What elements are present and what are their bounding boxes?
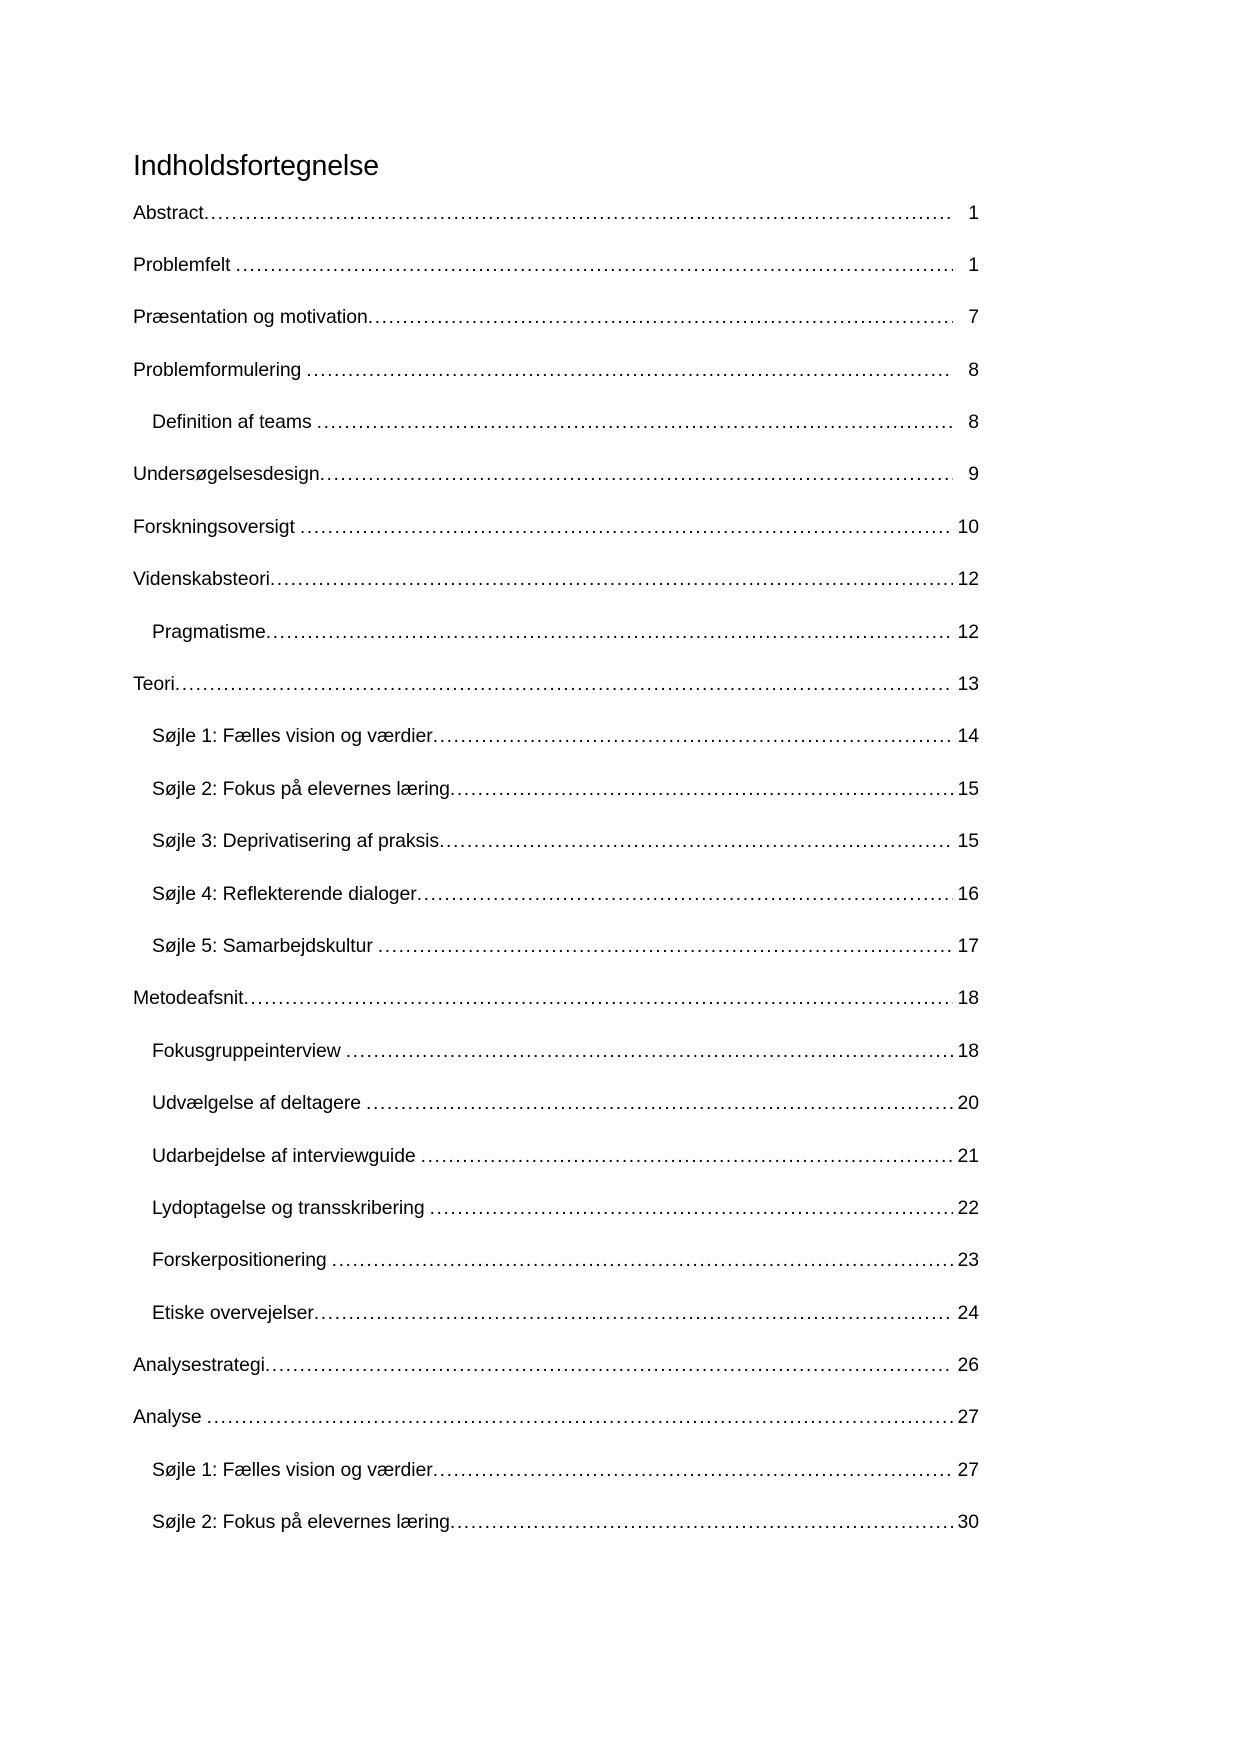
toc-entry[interactable] <box>133 253 979 308</box>
toc-entry-label: Metodeafsnit <box>133 987 244 1010</box>
toc-dot-leader <box>300 518 953 537</box>
toc-entry-label: Udarbejdelse af interviewguide <box>152 1144 416 1167</box>
toc-entry[interactable] <box>133 1094 979 1146</box>
toc-entry-label: Etiske overvejelser <box>152 1301 314 1324</box>
toc-entry-page-number: 26 <box>957 1354 979 1377</box>
toc-dot-leader <box>306 361 953 380</box>
toc-entry-label: Forskerpositionering <box>152 1249 327 1272</box>
toc-entry[interactable] <box>133 358 979 413</box>
toc-entry-label: Forskningsoversigt <box>133 515 295 538</box>
toc-dot-leader <box>366 1094 953 1113</box>
toc-dot-leader <box>243 989 953 1008</box>
toc-dot-leader <box>368 308 953 327</box>
toc-entry-page-number: 15 <box>957 777 979 800</box>
toc-entry-page-number: 27 <box>957 1406 979 1429</box>
toc-entry-list <box>133 201 979 1566</box>
toc-entry[interactable] <box>133 1301 979 1356</box>
toc-entry-label: Præsentation og motivation <box>133 306 368 329</box>
toc-entry[interactable] <box>133 1144 979 1199</box>
page-title: Indholdsfortegnelse <box>133 150 379 182</box>
toc-entry-label: Søjle 2: Fokus på elevernes læring <box>152 777 450 800</box>
toc-entry-page-number: 12 <box>957 568 979 591</box>
toc-entry-page-number: 18 <box>957 1039 979 1062</box>
toc-dot-leader <box>265 1356 953 1375</box>
toc-entry[interactable] <box>133 620 979 675</box>
toc-entry[interactable] <box>133 1513 979 1565</box>
toc-dot-leader <box>317 413 953 432</box>
toc-entry-page-number: 1 <box>968 253 979 276</box>
toc-entry-page-number: 9 <box>968 463 979 486</box>
toc-entry[interactable] <box>133 989 979 1041</box>
toc-dot-leader <box>314 1304 953 1323</box>
toc-entry-label: Analyse <box>133 1406 202 1429</box>
toc-entry-page-number: 10 <box>957 515 979 538</box>
toc-entry-page-number: 8 <box>968 411 979 434</box>
toc-dot-leader <box>236 256 953 275</box>
toc-entry[interactable] <box>133 882 979 937</box>
toc-entry[interactable] <box>133 201 979 256</box>
toc-dot-leader <box>433 727 953 746</box>
toc-dot-leader <box>207 1408 953 1427</box>
toc-entry-page-number: 8 <box>968 358 979 381</box>
toc-entry[interactable] <box>133 832 979 884</box>
toc-dot-leader <box>320 465 953 484</box>
toc-entry-label: Søjle 4: Reflekterende dialoger <box>152 882 417 905</box>
toc-entry-label: Udvælgelse af deltagere <box>152 1092 362 1115</box>
toc-entry-page-number: 13 <box>957 673 979 696</box>
toc-entry[interactable] <box>133 777 979 832</box>
toc-entry[interactable] <box>133 1251 979 1303</box>
toc-entry-page-number: 30 <box>957 1511 979 1534</box>
toc-dot-leader <box>450 1513 953 1532</box>
toc-entry[interactable] <box>133 515 979 570</box>
toc-entry-page-number: 1 <box>968 201 979 224</box>
toc-entry-page-number: 12 <box>957 620 979 643</box>
toc-dot-leader <box>270 570 953 589</box>
toc-entry-page-number: 16 <box>957 882 979 905</box>
toc-entry-label: Teori <box>133 673 175 696</box>
toc-entry[interactable] <box>133 1408 979 1460</box>
toc-entry-page-number: 7 <box>968 306 979 329</box>
toc-dot-leader <box>417 885 953 904</box>
toc-dot-leader <box>430 1199 953 1218</box>
toc-entry-page-number: 15 <box>957 830 979 853</box>
toc-entry-label: Søjle 2: Fokus på elevernes læring <box>152 1511 450 1534</box>
toc-entry-page-number: 23 <box>957 1249 979 1272</box>
toc-entry[interactable] <box>133 1196 979 1251</box>
toc-entry-label: Søjle 3: Deprivatisering af praksis <box>152 830 440 853</box>
toc-entry-label: Søjle 1: Fælles vision og værdier <box>152 725 433 748</box>
toc-entry-label: Undersøgelsesdesign <box>133 463 320 486</box>
toc-entry-label: Videnskabsteori <box>133 568 270 591</box>
toc-dot-leader <box>332 1251 953 1270</box>
toc-dot-leader <box>439 832 953 851</box>
toc-dot-leader <box>266 623 953 642</box>
toc-entry[interactable] <box>133 570 979 622</box>
toc-entry-label: Abstract <box>133 201 204 224</box>
toc-entry[interactable] <box>133 308 979 360</box>
toc-entry[interactable] <box>133 1039 979 1094</box>
toc-entry[interactable] <box>133 1356 979 1408</box>
toc-entry-label: Fokusgruppeinterview <box>152 1039 341 1062</box>
toc-entry-page-number: 17 <box>957 934 979 957</box>
toc-entry-page-number: 20 <box>957 1092 979 1115</box>
toc-entry-page-number: 27 <box>957 1458 979 1481</box>
toc-dot-leader <box>378 937 953 956</box>
toc-dot-leader <box>421 1147 953 1166</box>
toc-dot-leader <box>346 1042 953 1061</box>
toc-entry-label: Definition af teams <box>152 411 312 434</box>
toc-entry-label: Analysestrategi <box>133 1354 265 1377</box>
toc-entry-label: Problemfelt <box>133 253 231 276</box>
toc-dot-leader <box>450 780 953 799</box>
toc-entry-label: Lydoptagelse og transskribering <box>152 1196 425 1219</box>
toc-entry-label: Søjle 1: Fælles vision og værdier <box>152 1458 433 1481</box>
toc-entry-page-number: 18 <box>957 987 979 1010</box>
toc-entry[interactable] <box>133 465 979 517</box>
toc-dot-leader <box>175 675 953 694</box>
toc-entry-label: Problemformulering <box>133 358 302 381</box>
toc-entry-page-number: 21 <box>957 1144 979 1167</box>
toc-entry-page-number: 14 <box>957 725 979 748</box>
toc-entry-page-number: 22 <box>957 1196 979 1219</box>
toc-entry-label: Søjle 5: Samarbejdskultur <box>152 934 373 957</box>
toc-entry[interactable] <box>133 934 979 989</box>
toc-entry[interactable] <box>133 675 979 727</box>
toc-dot-leader <box>204 204 953 223</box>
toc-dot-leader <box>433 1461 953 1480</box>
toc-entry[interactable] <box>133 413 979 465</box>
toc-entry-page-number: 24 <box>957 1301 979 1324</box>
table-of-contents <box>133 152 979 1566</box>
toc-entry-label: Pragmatisme <box>152 620 266 643</box>
toc-entry[interactable] <box>133 727 979 779</box>
toc-entry[interactable] <box>133 1458 979 1513</box>
